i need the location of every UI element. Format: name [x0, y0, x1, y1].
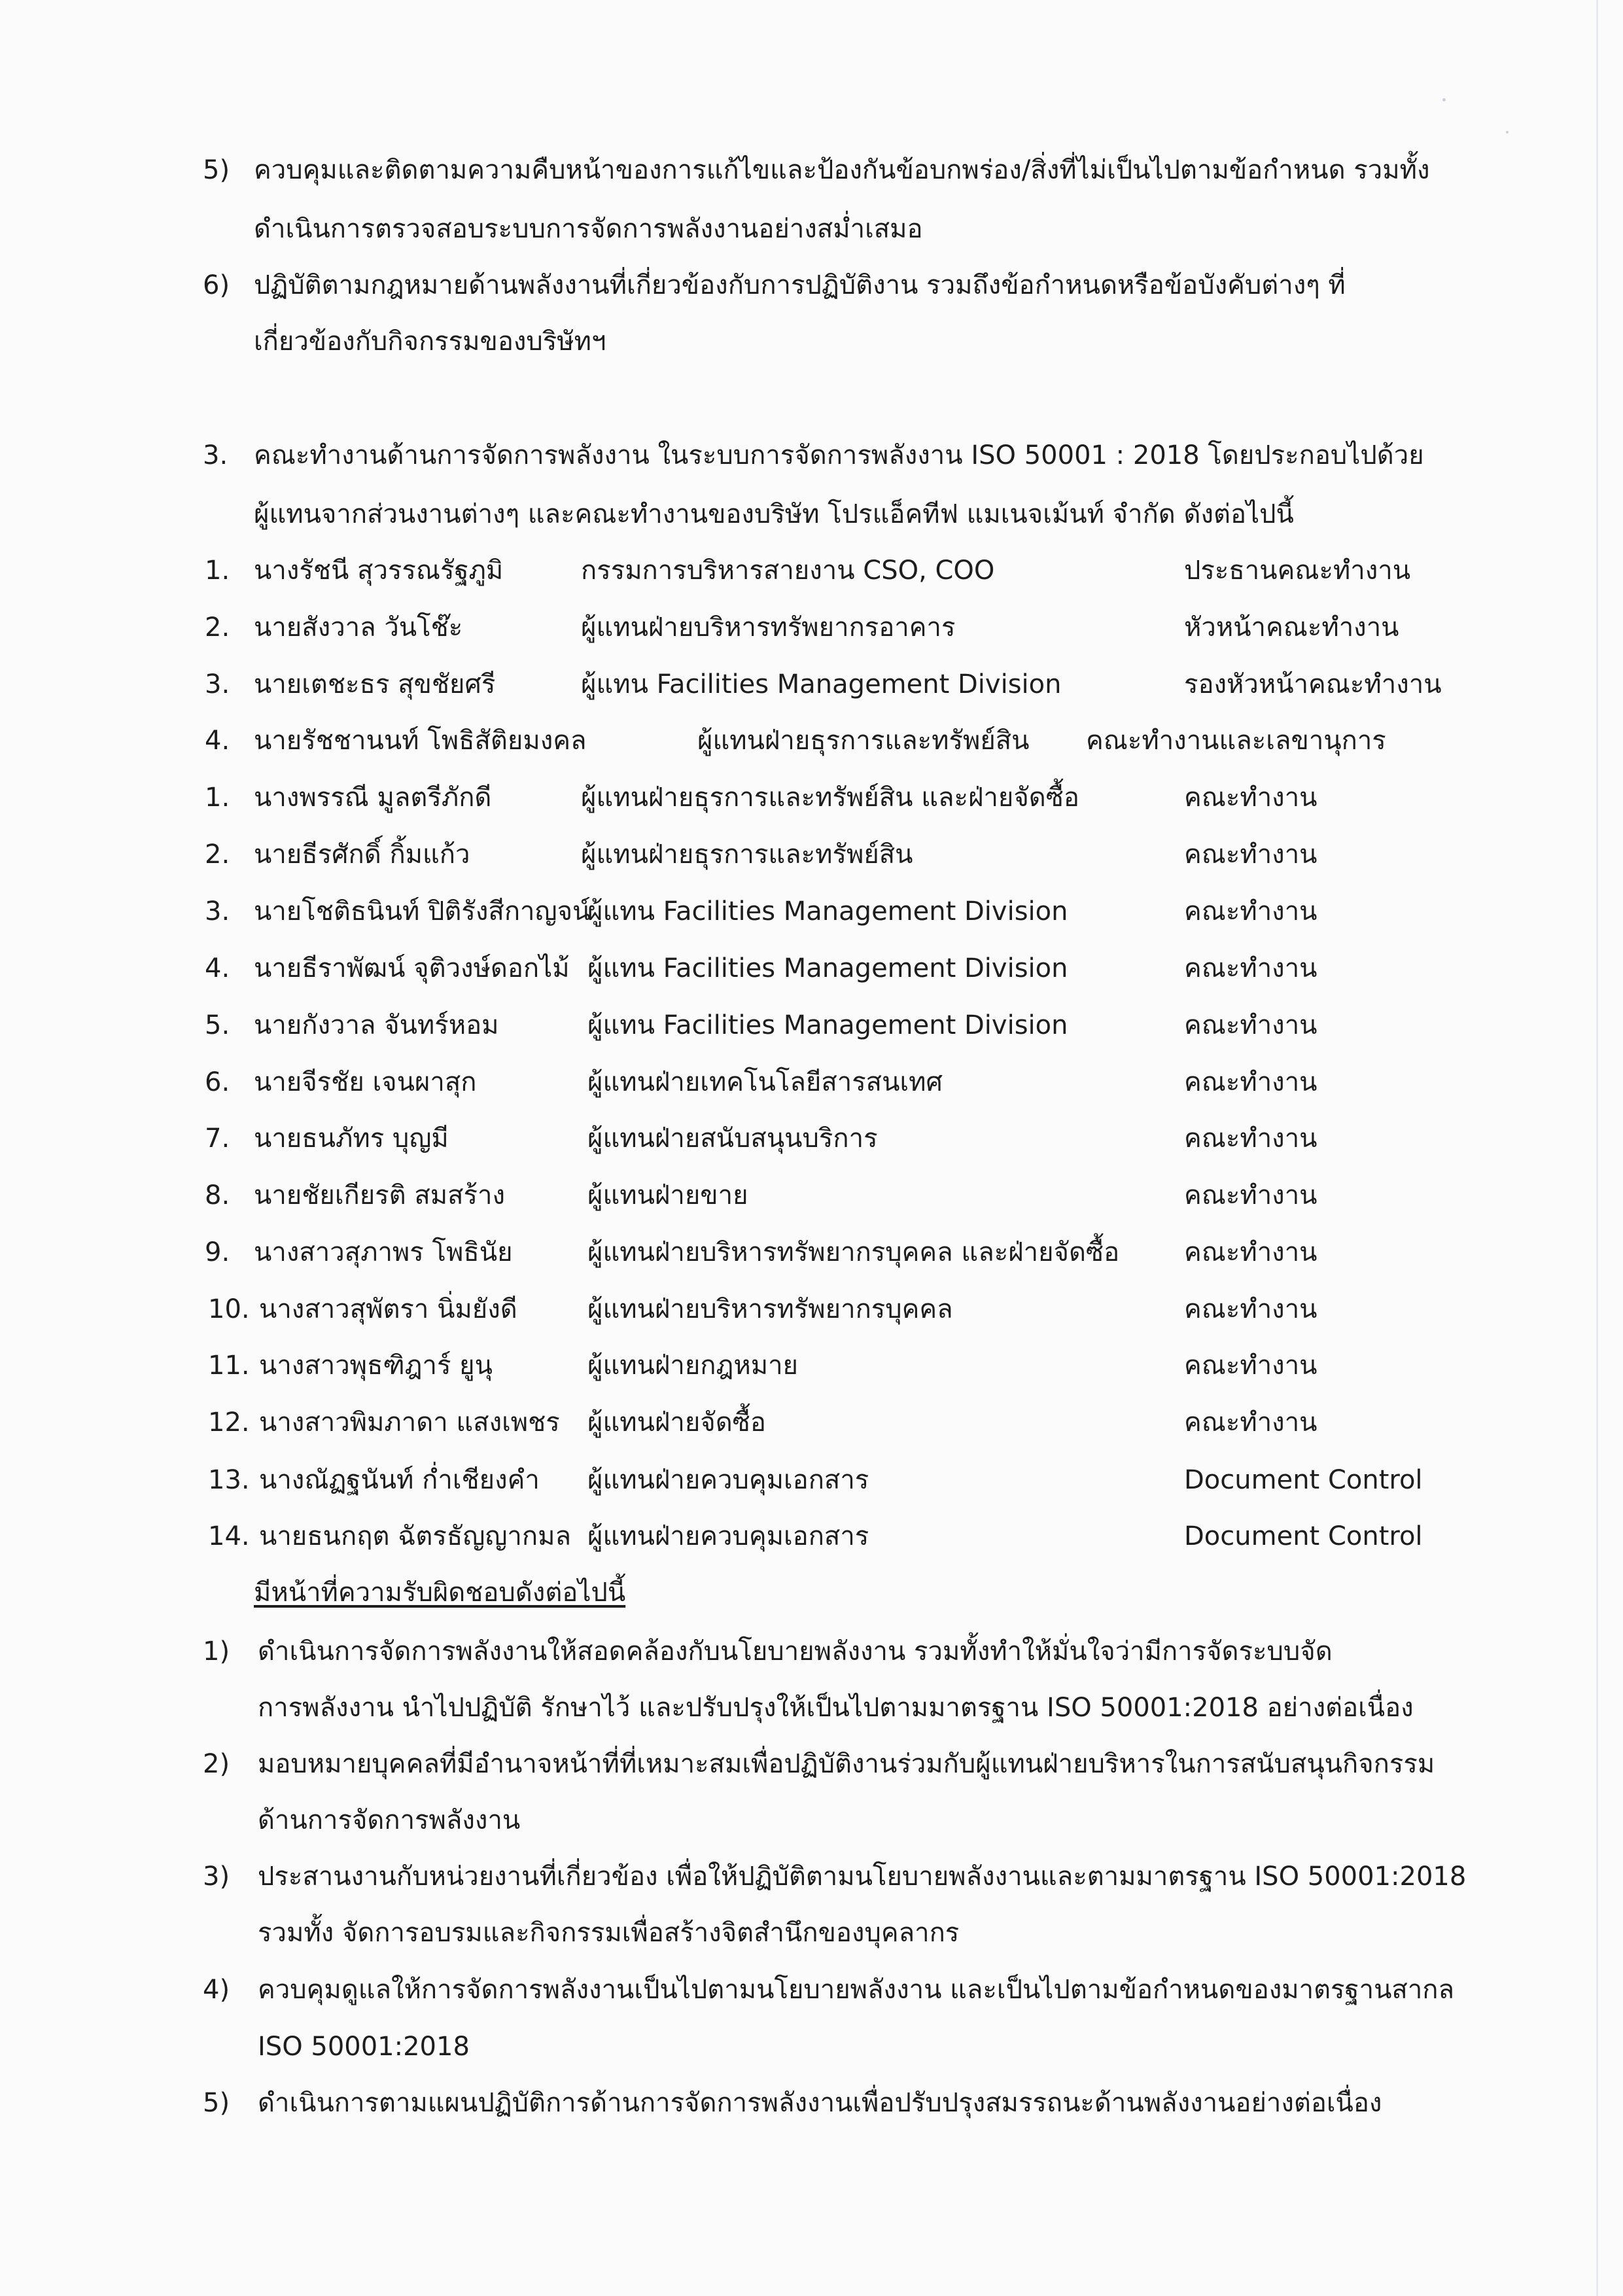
duty-number: 4) [203, 1975, 230, 2005]
roster-name: นายโชติธนินท์ ปิติรังสีกาญจน์ [254, 896, 591, 927]
roster-role: คณะทำงาน [1184, 896, 1318, 927]
roster-role: คณะทำงาน [1184, 783, 1318, 813]
roster-number: 1. [205, 783, 230, 813]
duty-text-line: ควบคุมดูแลให้การจัดการพลังงานเป็นไปตามนโยบายพลังงาน และเป็นไปตามข้อกำหนดของมาตรฐานสากล [258, 1975, 1455, 2005]
roster-role: คณะทำงาน [1184, 1407, 1318, 1438]
roster-department: ผู้แทนฝ่ายกฎหมาย [587, 1351, 798, 1381]
duty-number: 2) [203, 1749, 230, 1779]
item-text-line: ดำเนินการตรวจสอบระบบการจัดการพลังงานอย่างสม่ำเสมอ [254, 214, 923, 244]
duty-text-line: ด้านการจัดการพลังงาน [258, 1805, 521, 1835]
duty-text-line: มอบหมายบุคคลที่มีอำนาจหน้าที่ที่เหมาะสมเพื่อปฏิบัติงานร่วมกับผู้แทนฝ่ายบริหารในการสนับสนุนกิจกรรม [258, 1749, 1435, 1779]
roster-name: นายธนกฤต ฉัตรธัญญากมล [259, 1521, 571, 1551]
roster-name: นางสาวสุพัตรา นิ่มยังดี [259, 1294, 517, 1324]
roster-name: นายกังวาล จันทร์หอม [254, 1010, 499, 1040]
roster-number: 6. [205, 1067, 230, 1097]
item-text-line: ปฏิบัติตามกฎหมายด้านพลังงานที่เกี่ยวข้องกับการปฏิบัติงาน รวมถึงข้อกำหนดหรือข้อบังคับต่างๆ ที่ [254, 270, 1346, 300]
roster-number: 4. [205, 726, 230, 756]
item-number: 6) [203, 270, 230, 300]
roster-number: 13. [208, 1465, 250, 1495]
roster-role: คณะทำงานและเลขานุการ [1086, 726, 1386, 756]
roster-number: 12. [208, 1407, 250, 1438]
duty-text-line: รวมทั้ง จัดการอบรมและกิจกรรมเพื่อสร้างจิตสำนึกของบุคลากร [258, 1918, 960, 1948]
roster-department: ผู้แทน Facilities Management Division [587, 1010, 1068, 1040]
roster-number: 14. [208, 1521, 250, 1551]
roster-name: นายธนภัทร บุญมี [254, 1123, 449, 1154]
duty-text-line: ดำเนินการจัดการพลังงานให้สอดคล้องกับนโยบายพลังงาน รวมทั้งทำให้มั่นใจว่ามีการจัดระบบจัด [258, 1636, 1333, 1667]
roster-name: นางสาวพุธฑิฎาร์ ยูนุ [259, 1351, 493, 1381]
roster-role: คณะทำงาน [1184, 1067, 1318, 1097]
roster-role: คณะทำงาน [1184, 1010, 1318, 1040]
roster-department: ผู้แทนฝ่ายจัดซื้อ [587, 1407, 766, 1438]
roster-number: 7. [205, 1123, 230, 1154]
roster-department: ผู้แทน Facilities Management Division [587, 896, 1068, 927]
roster-number: 3. [205, 896, 230, 927]
roster-number: 11. [208, 1351, 250, 1381]
roster-number: 4. [205, 953, 230, 983]
duty-number: 1) [203, 1636, 230, 1667]
duty-text-line: ISO 50001:2018 [258, 2032, 470, 2062]
section-number: 3. [203, 440, 228, 470]
section-text-line: ผู้แทนจากส่วนงานต่างๆ และคณะทำงานของบริษัท โปรแอ็คทีฟ แมเนจเม้นท์ จำกัด ดังต่อไปนี้ [254, 499, 1294, 529]
roster-department: ผู้แทนฝ่ายธุรการและทรัพย์สิน [581, 839, 913, 870]
roster-department: ผู้แทนฝ่ายสนับสนุนบริการ [587, 1123, 878, 1154]
roster-department: ผู้แทนฝ่ายขาย [587, 1180, 748, 1210]
roster-number: 2. [205, 839, 230, 870]
roster-name: นายจีรชัย เจนผาสุก [254, 1067, 477, 1097]
roster-name: นายธีรศักดิ์ กิ้มแก้ว [254, 839, 470, 870]
roster-role: ประธานคณะทำงาน [1184, 556, 1411, 586]
roster-number: 3. [205, 669, 230, 699]
roster-name: นางสาวพิมภาดา แสงเพชร [259, 1407, 560, 1438]
roster-name: นางรัชนี สุวรรณรัฐภูมิ [254, 556, 504, 586]
roster-number: 2. [205, 612, 230, 643]
roster-department: ผู้แทน Facilities Management Division [587, 953, 1068, 983]
roster-name: นายชัยเกียรติ สมสร้าง [254, 1180, 506, 1210]
roster-role: Document Control [1184, 1521, 1423, 1551]
duties-heading: มีหน้าที่ความรับผิดชอบดังต่อไปนี้ [254, 1578, 626, 1608]
roster-name: นางพรรณี มูลตรีภักดี [254, 783, 492, 813]
roster-role: คณะทำงาน [1184, 1294, 1318, 1324]
roster-department: ผู้แทนฝ่ายเทคโนโลยีสารสนเทศ [587, 1067, 943, 1097]
roster-role: คณะทำงาน [1184, 839, 1318, 870]
roster-name: นายสังวาล วันโช๊ะ [254, 612, 463, 643]
scan-edge-line [1596, 0, 1598, 2296]
roster-number: 10. [208, 1294, 250, 1324]
roster-role: คณะทำงาน [1184, 1351, 1318, 1381]
roster-department: ผู้แทน Facilities Management Division [581, 669, 1062, 699]
roster-number: 1. [205, 556, 230, 586]
scan-speck [1506, 131, 1509, 133]
item-text-line: เกี่ยวข้องกับกิจกรรมของบริษัทฯ [254, 327, 606, 357]
roster-number: 8. [205, 1180, 230, 1210]
duty-number: 3) [203, 1862, 230, 1892]
section-text-line: คณะทำงานด้านการจัดการพลังงาน ในระบบการจัดการพลังงาน ISO 50001 : 2018 โดยประกอบไปด้วย [254, 440, 1424, 470]
roster-number: 5. [205, 1010, 230, 1040]
roster-department: ผู้แทนฝ่ายธุรการและทรัพย์สิน และฝ่ายจัดซื้อ [581, 783, 1079, 813]
roster-name: นายธีราพัฒน์ จุติวงษ์ดอกไม้ [254, 953, 570, 983]
roster-role: หัวหน้าคณะทำงาน [1184, 612, 1399, 643]
roster-number: 9. [205, 1237, 230, 1267]
roster-role: Document Control [1184, 1465, 1423, 1495]
scan-speck [1442, 98, 1446, 101]
roster-name: นางสาวสุภาพร โพธินัย [254, 1237, 513, 1267]
duty-number: 5) [203, 2088, 230, 2118]
roster-name: นายเตชะธร สุขชัยศรี [254, 669, 496, 699]
roster-name: นายรัชชานนท์ โพธิสัติยมงคล [254, 726, 587, 756]
duty-text-line: ประสานงานกับหน่วยงานที่เกี่ยวข้อง เพื่อให้ปฏิบัติตามนโยบายพลังงานและตามมาตรฐาน ISO 50001:2018 [258, 1862, 1467, 1892]
roster-department: ผู้แทนฝ่ายธุรการและทรัพย์สิน [697, 726, 1030, 756]
roster-role: คณะทำงาน [1184, 1123, 1318, 1154]
roster-department: ผู้แทนฝ่ายบริหารทรัพยากรบุคคล [587, 1294, 953, 1324]
roster-name: นางณัฏฐนันท์ ก่ำเชียงคำ [259, 1465, 540, 1495]
roster-department: ผู้แทนฝ่ายควบคุมเอกสาร [587, 1521, 869, 1551]
item-text-line: ควบคุมและติดตามความคืบหน้าของการแก้ไขและป้องกันข้อบกพร่อง/สิ่งที่ไม่เป็นไปตามข้อกำหนด รวมทั้ง [254, 155, 1430, 185]
roster-role: คณะทำงาน [1184, 1237, 1318, 1267]
roster-role: คณะทำงาน [1184, 1180, 1318, 1210]
duty-text-line: ดำเนินการตามแผนปฏิบัติการด้านการจัดการพลังงานเพื่อปรับปรุงสมรรถนะด้านพลังงานอย่างต่อเนื่อง [258, 2088, 1382, 2118]
roster-department: ผู้แทนฝ่ายบริหารทรัพยากรบุคคล และฝ่ายจัดซื้อ [587, 1237, 1120, 1267]
roster-role: รองหัวหน้าคณะทำงาน [1184, 669, 1442, 699]
roster-role: คณะทำงาน [1184, 953, 1318, 983]
roster-department: กรรมการบริหารสายงาน CSO, COO [581, 556, 995, 586]
roster-department: ผู้แทนฝ่ายบริหารทรัพยากรอาคาร [581, 612, 956, 643]
roster-department: ผู้แทนฝ่ายควบคุมเอกสาร [587, 1465, 869, 1495]
duty-text-line: การพลังงาน นำไปปฏิบัติ รักษาไว้ และปรับปรุงให้เป็นไปตามมาตรฐาน ISO 50001:2018 อย่างต่อเนื่อง [258, 1693, 1414, 1723]
item-number: 5) [203, 155, 230, 185]
